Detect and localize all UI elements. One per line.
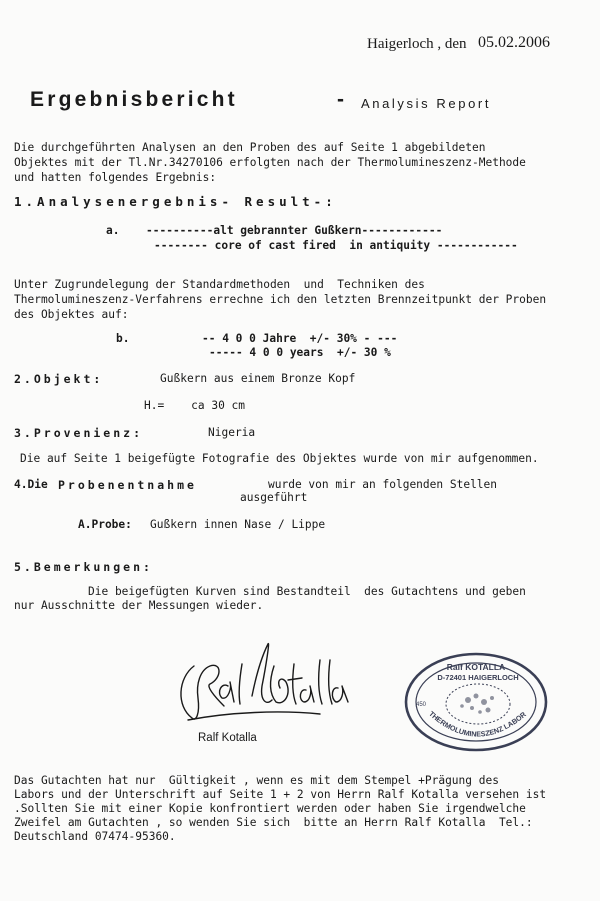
object-height: H.= ca 30 cm <box>144 399 246 412</box>
report-subtitle: Analysis Report <box>361 96 492 111</box>
stamp-line-1: Ralf KOTALLA <box>446 662 506 672</box>
remarks-line: Die beigefügten Kurven sind Bestandteil des Gutachtens und geben <box>88 585 526 598</box>
stamp-side-number: 450 <box>416 702 427 708</box>
footer-line: Labors und der Unterschrift auf Seite 1 + 2 von Herrn Ralf Kotalla versehen ist <box>14 788 547 801</box>
handwritten-signature <box>170 636 360 731</box>
title-dash: - <box>337 88 344 111</box>
footer-line: Zweifel am Gutachten , so wenden Sie sich bitte an Herrn Ralf Kotalla Tel.: <box>14 816 533 829</box>
probe-value: Gußkern innen Nase / Lippe <box>150 518 326 531</box>
footer-line: .Sollten Sie mit einer Kopie konfrontiert werden oder haben Sie irgendwelche <box>14 802 526 815</box>
remarks-line: nur Ausschnitte der Messungen wieder. <box>14 599 264 612</box>
section-heading-sampling: Probenentnahme <box>58 478 197 492</box>
place-label: Haigerloch , den <box>367 36 467 52</box>
provenance-value: Nigeria <box>208 426 256 439</box>
section-heading-sampling-prefix: 4.Die <box>14 478 48 491</box>
method-line: des Objektes auf: <box>14 308 129 321</box>
object-value: Gußkern aus einem Bronze Kopf <box>160 372 356 385</box>
section-heading-object: 2.Objekt: <box>14 372 104 386</box>
sampling-text-2: ausgeführt <box>240 491 308 504</box>
result-a-german: ----------alt gebrannter Gußkern------------ <box>146 224 443 237</box>
sampling-text: wurde von mir an folgenden Stellen <box>268 478 498 491</box>
result-b-english: ----- 4 0 0 years +/- 30 % <box>209 346 391 359</box>
intro-line: und hatten folgendes Ergebnis: <box>14 171 217 184</box>
report-date: 05.02.2006 <box>478 34 550 51</box>
result-b-label: b. <box>116 332 130 345</box>
method-line: Thermolumineszenz-Verfahrens errechne ich den letzten Brennzeitpunkt der Proben <box>14 293 547 306</box>
photo-note: Die auf Seite 1 beigefügte Fotografie des Objektes wurde von mir aufgenommen. <box>20 452 539 465</box>
intro-line: Die durchgeführten Analysen an den Proben des auf Seite 1 abgebildeten <box>14 141 486 154</box>
result-b-german: -- 4 0 0 Jahre +/- 30% - --- <box>202 332 398 345</box>
section-heading-remarks: 5.Bemerkungen: <box>14 560 153 574</box>
probe-label: A.Probe: <box>78 518 132 531</box>
intro-line: Objektes mit der Tl.Nr.34270106 erfolgten nach der Thermolumineszenz-Methode <box>14 156 526 169</box>
result-a-english: -------- core of cast fired in antiquity ------------ <box>154 239 518 252</box>
footer-line: Das Gutachten hat nur Gültigkeit , wenn es mit dem Stempel +Prägung des <box>14 774 499 787</box>
stamp-line-3: THERMOLUMINESZENZ LABOR <box>427 709 528 739</box>
section-heading-result: 1.Analysenergebnis- Result-: <box>14 194 337 209</box>
footer-line: Deutschland 07474-95360. <box>14 830 176 843</box>
signatory-name: Ralf Kotalla <box>198 732 257 744</box>
stamp-line-2: D-72401 HAIGERLOCH <box>437 673 519 682</box>
method-line: Unter Zugrundelegung der Standardmethoden und Techniken des <box>14 278 425 291</box>
report-title: Ergebnisbericht <box>30 88 238 111</box>
laboratory-stamp <box>402 650 550 754</box>
result-a-label: a. <box>106 224 120 237</box>
section-heading-provenance: 3.Provenienz: <box>14 426 144 440</box>
